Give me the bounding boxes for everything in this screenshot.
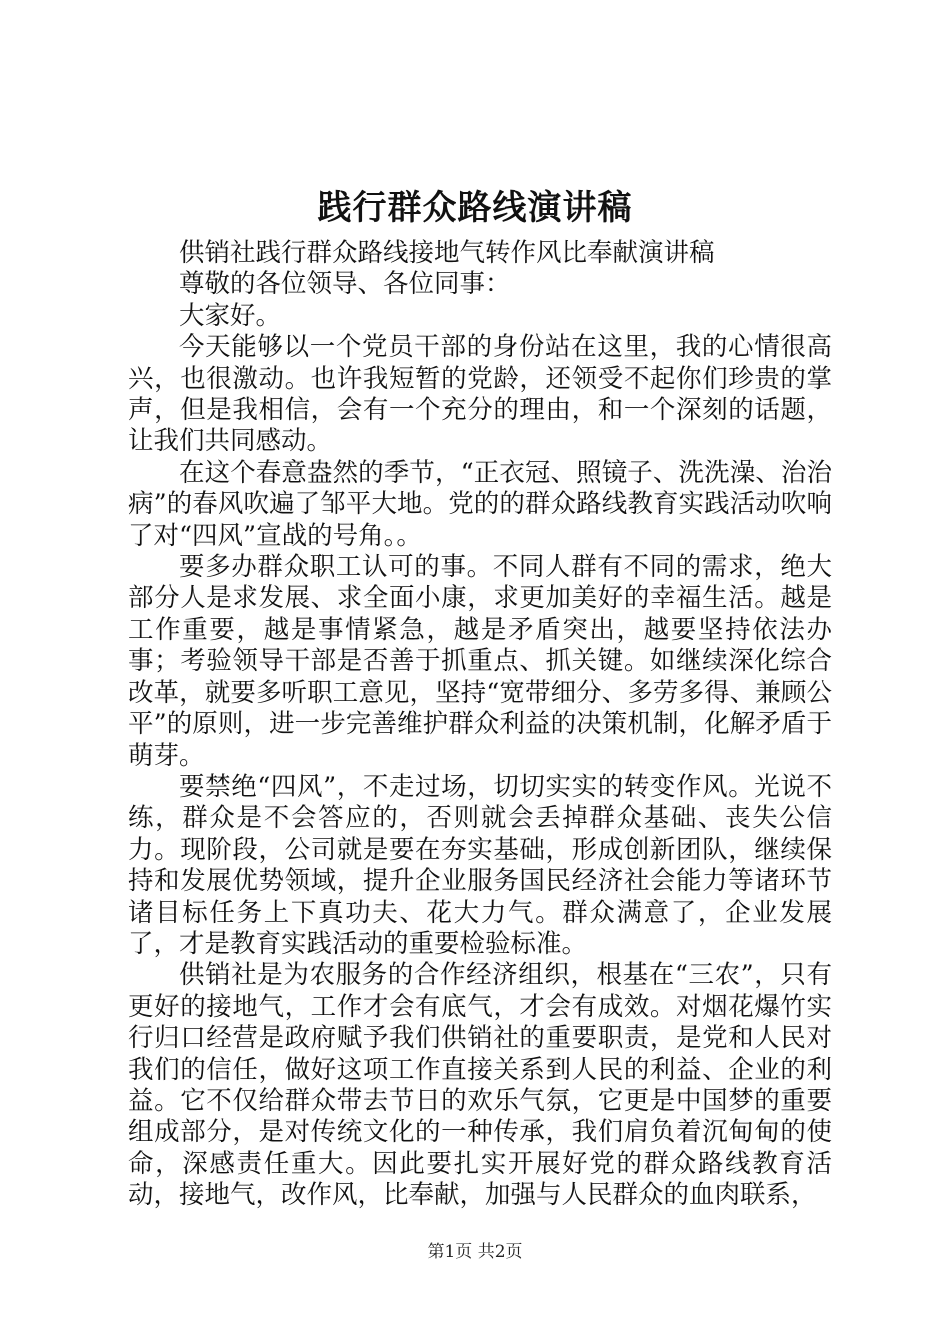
body-paragraph: 今天能够以一个党员干部的身份站在这里，我的心情很高兴，也很激动。也许我短暂的党龄，还领受不起你们珍贵的掌声，但是我相信，会有一个充分的理由，和一个深刻的话题，让我们共同感动。	[128, 332, 832, 457]
body-paragraph: 供销社是为农服务的合作经济组织，根基在“三农”，只有更好的接地气，工作才会有底气，才会有成效。对烟花爆竹实行归口经营是政府赋予我们供销社的重要职责，是党和人民对我们的信任，做好这项工作直接关系到人民的利益、企业的利益。它不仅给群众带去节日的欢乐气氛，它更是中国梦的重要组成部分，是对传统文化的一种传承，我们肩负着沉甸甸的使命，深感责任重大。因此要扎实开展好党的群众路线教育活动，接地气，改作风，比奉献，加强与人民群众的血肉联系，	[128, 960, 832, 1211]
body-paragraph: 要多办群众职工认可的事。不同人群有不同的需求，绝大部分人是求发展、求全面小康，求更加美好的幸福生活。越是工作重要，越是事情紧急，越是矛盾突出，越要坚持依法办事；考验领导干部是否善于抓重点、抓关键。如继续深化综合改革，就要多听职工意见，坚持“宽带细分、多劳多得、兼顾公平”的原则，进一步完善维护群众利益的决策机制，化解矛盾于萌芽。	[128, 552, 832, 771]
body-paragraph: 要禁绝“四风”，不走过场，切切实实的转变作风。光说不练，群众是不会答应的，否则就会丢掉群众基础、丧失公信力。现阶段，公司就是要在夯实基础，形成创新团队，继续保持和发展优势领域，提升企业服务国民经济社会能力等诸环节诸目标任务上下真功夫、花大力气。群众满意了，企业发展了，才是教育实践活动的重要检验标准。	[128, 771, 832, 959]
subtitle-paragraph: 供销社践行群众路线接地气转作风比奉献演讲稿	[179, 238, 715, 268]
document-title: 践行群众路线演讲稿	[317, 188, 633, 228]
body-paragraph: 在这个春意盎然的季节，“正衣冠、照镜子、洗洗澡、治治病”的春风吹遍了邹平大地。党的的群众路线教育实践活动吹响了对“四风”宣战的号角。。	[128, 457, 832, 551]
page-number-footer: 第1页 共2页	[427, 1242, 523, 1262]
greeting-paragraph: 大家好。	[179, 300, 282, 331]
salutation-paragraph: 尊敬的各位领导、各位同事：	[179, 269, 511, 300]
document-body	[128, 238, 832, 1212]
